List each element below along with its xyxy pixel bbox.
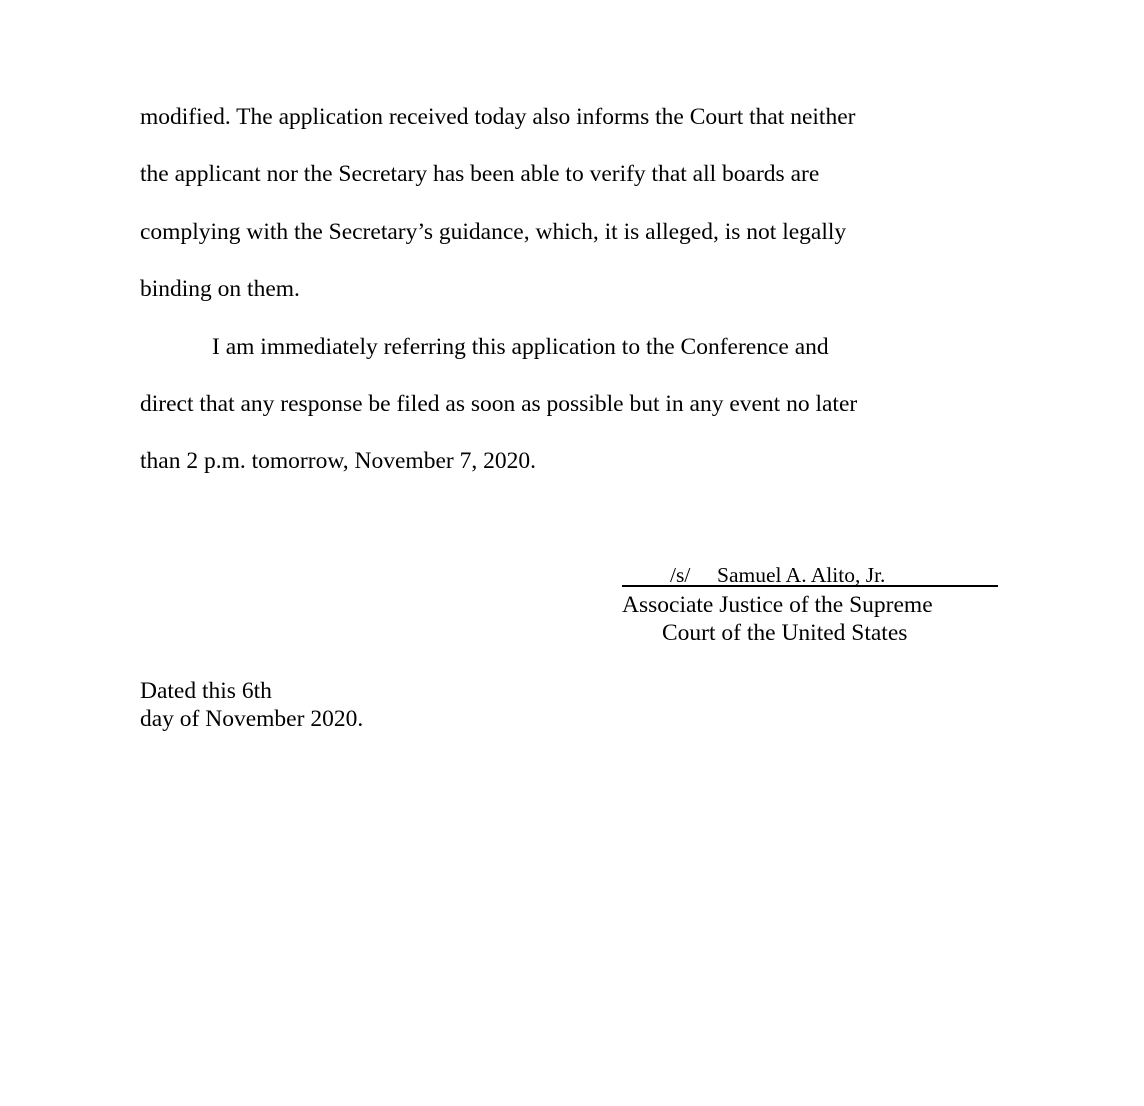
signature-line (622, 561, 998, 587)
paragraph-1-line-4: binding on them. (140, 276, 300, 302)
paragraph-2-line-1: I am immediately referring this application to the Conference and (212, 334, 829, 360)
paragraph-2-line-2: direct that any response be filed as soon as possible but in any event no later (140, 391, 858, 417)
paragraph-1-line-3: complying with the Secretary’s guidance, which, it is alleged, is not legally (140, 219, 847, 245)
signature-marker: /s/ (670, 563, 691, 587)
paragraph-1-line-1: modified. The application received today also informs the Court that neither (140, 104, 856, 130)
dated-line-1: Dated this 6th (140, 678, 272, 704)
signature-title-line-1: Associate Justice of the Supreme (622, 592, 933, 618)
paragraph-2-line-3: than 2 p.m. tomorrow, November 7, 2020. (140, 448, 536, 474)
signature-name: Samuel A. Alito, Jr. (717, 563, 886, 587)
paragraph-1-line-2: the applicant nor the Secretary has been able to verify that all boards are (140, 161, 820, 187)
signature-block (622, 561, 998, 646)
dated-line-2: day of November 2020. (140, 706, 364, 732)
signature-title-line-2: Court of the United States (662, 620, 908, 646)
